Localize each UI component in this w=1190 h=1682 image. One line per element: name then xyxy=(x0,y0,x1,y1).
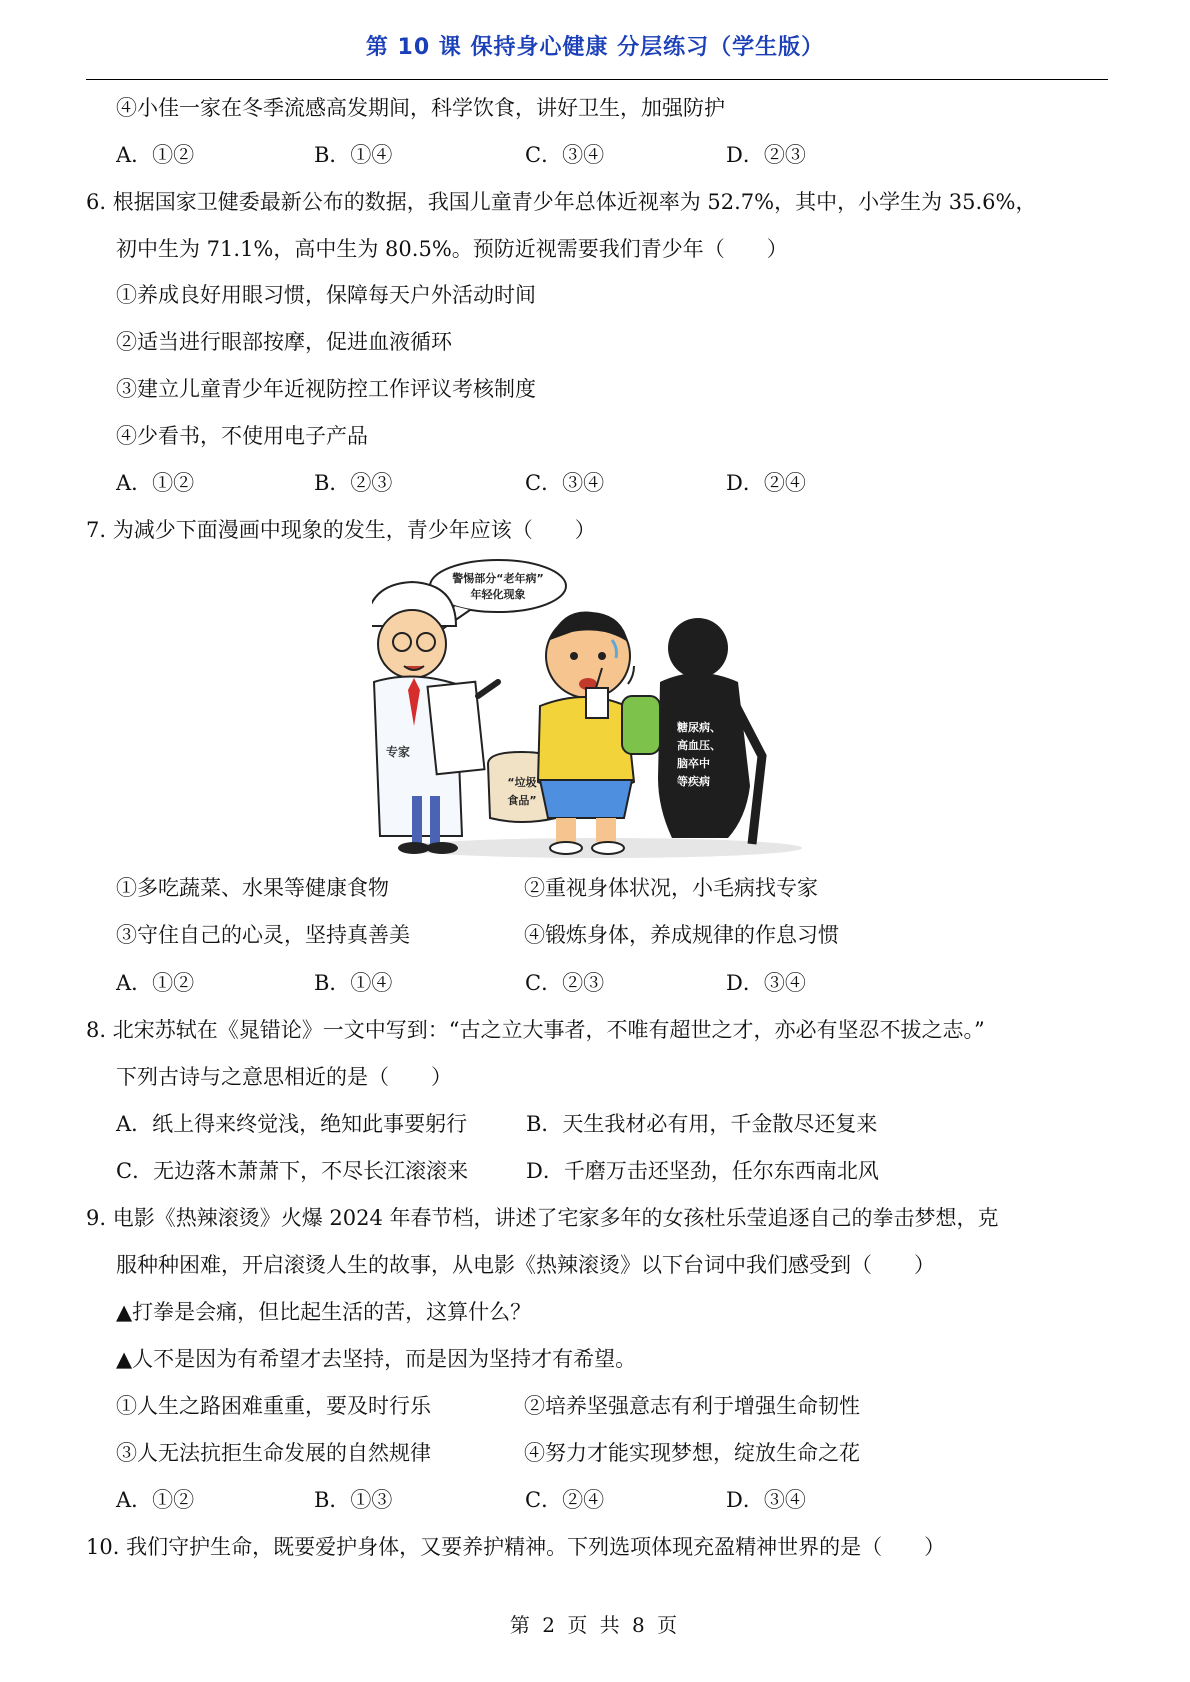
q9-stem-line-1: 9. 电影《热辣滚烫》火爆 2024 年春节档，讲述了宅家多年的女孩杜乐莹追逐自己的拳击梦想，克 xyxy=(86,1206,999,1230)
expert-tag: 专家 xyxy=(386,745,411,759)
q9-option-b: B．①③ xyxy=(314,1488,393,1512)
q6-stem-line-1: 6. 根据国家卫健委最新公布的数据，我国儿童青少年总体近视率为 52.7%，其中，小学生为 35.6%， xyxy=(86,190,1037,214)
q7-item-4: ④锻炼身体，养成规律的作息习惯 xyxy=(524,923,839,947)
bag-text-1: “垃圾 xyxy=(507,776,537,789)
q7-stem: 7. 为减少下面漫画中现象的发生，青少年应该（ ） xyxy=(86,518,596,542)
q5-option-b: B．①④ xyxy=(314,143,393,167)
q5-option-c: C．③④ xyxy=(525,143,605,167)
q6-option-b: B．②③ xyxy=(314,471,393,495)
q7-option-b: B．①④ xyxy=(314,971,393,995)
shadow-text-2: 高血压、 xyxy=(677,739,721,752)
q6-stem-line-2: 初中生为 71.1%，高中生为 80.5%。预防近视需要我们青少年（ ） xyxy=(116,237,788,261)
q6-item-3: ③建立儿童青少年近视防控工作评议考核制度 xyxy=(116,377,536,401)
q9-item-3: ③人无法抗拒生命发展的自然规律 xyxy=(116,1441,431,1465)
q9-quote-1: ▲打拳是会痛，但比起生活的苦，这算什么？ xyxy=(116,1300,532,1324)
health-cartoon-image xyxy=(372,556,820,864)
q9-stem-line-2: 服种种困难，开启滚烫人生的故事，从电影《热辣滚烫》以下台词中我们感受到（ ） xyxy=(116,1253,935,1277)
page-header-title: 第 10 课 保持身心健康 分层练习（学生版） xyxy=(365,35,825,60)
shadow-text-4: 等疾病 xyxy=(677,775,710,788)
q6-option-d: D．②④ xyxy=(726,471,806,495)
q7-item-1: ①多吃蔬菜、水果等健康食物 xyxy=(116,876,389,900)
q7-item-2: ②重视身体状况，小毛病找专家 xyxy=(524,876,818,900)
shadow-text-1: 糖尿病、 xyxy=(677,721,721,734)
q9-option-c: C．②④ xyxy=(525,1488,605,1512)
shadow-text-3: 脑卒中 xyxy=(677,757,710,770)
q6-item-4: ④少看书，不使用电子产品 xyxy=(116,424,368,448)
q6-item-1: ①养成良好用眼习惯，保障每天户外活动时间 xyxy=(116,283,536,307)
q9-item-2: ②培养坚强意志有利于增强生命韧性 xyxy=(524,1394,860,1418)
q8-option-a: A．纸上得来终觉浅，绝知此事要躬行 xyxy=(116,1112,468,1136)
q7-item-3: ③守住自己的心灵，坚持真善美 xyxy=(116,923,410,947)
q5-option-d: D．②③ xyxy=(726,143,806,167)
q7-option-d: D．③④ xyxy=(726,971,806,995)
q9-quote-2: ▲人不是因为有希望才去坚持，而是因为坚持才有希望。 xyxy=(116,1347,637,1371)
q9-item-1: ①人生之路困难重重，要及时行乐 xyxy=(116,1394,431,1418)
bag-text-2: 食品” xyxy=(507,794,537,807)
q9-item-4: ④努力才能实现梦想，绽放生命之花 xyxy=(524,1441,860,1465)
q6-option-a: A．①② xyxy=(116,471,195,495)
q8-option-c: C．无边落木萧萧下，不尽长江滚滚来 xyxy=(116,1159,469,1183)
q6-option-c: C．③④ xyxy=(525,471,605,495)
q8-stem-line-2: 下列古诗与之意思相近的是（ ） xyxy=(116,1065,452,1089)
q9-option-d: D．③④ xyxy=(726,1488,806,1512)
q5-option-a: A．①② xyxy=(116,143,195,167)
q8-stem-line-1: 8. 北宋苏轼在《晁错论》一文中写到：“古之立大事者，不唯有超世之才，亦必有坚忍不拔之志。” xyxy=(86,1018,985,1042)
q8-option-b: B．天生我材必有用，千金散尽还复来 xyxy=(526,1112,878,1136)
q5-item-4: ④小佳一家在冬季流感高发期间，科学饮食，讲好卫生，加强防护 xyxy=(116,96,725,120)
header-divider xyxy=(86,79,1108,80)
q10-stem: 10. 我们守护生命，既要爱护身体，又要养护精神。下列选项体现充盈精神世界的是（ ） xyxy=(86,1535,946,1559)
q8-option-d: D．千磨万击还坚劲，任尔东西南北风 xyxy=(526,1159,879,1183)
q7-option-a: A．①② xyxy=(116,971,195,995)
q9-option-a: A．①② xyxy=(116,1488,195,1512)
q6-item-2: ②适当进行眼部按摩，促进血液循环 xyxy=(116,330,452,354)
page-number-footer: 第 2 页 共 8 页 xyxy=(509,1613,681,1637)
bubble-text-2: 年轻化现象 xyxy=(470,588,526,601)
q7-option-c: C．②③ xyxy=(525,971,605,995)
bubble-text-1: 警惕部分“老年病” xyxy=(452,572,544,585)
